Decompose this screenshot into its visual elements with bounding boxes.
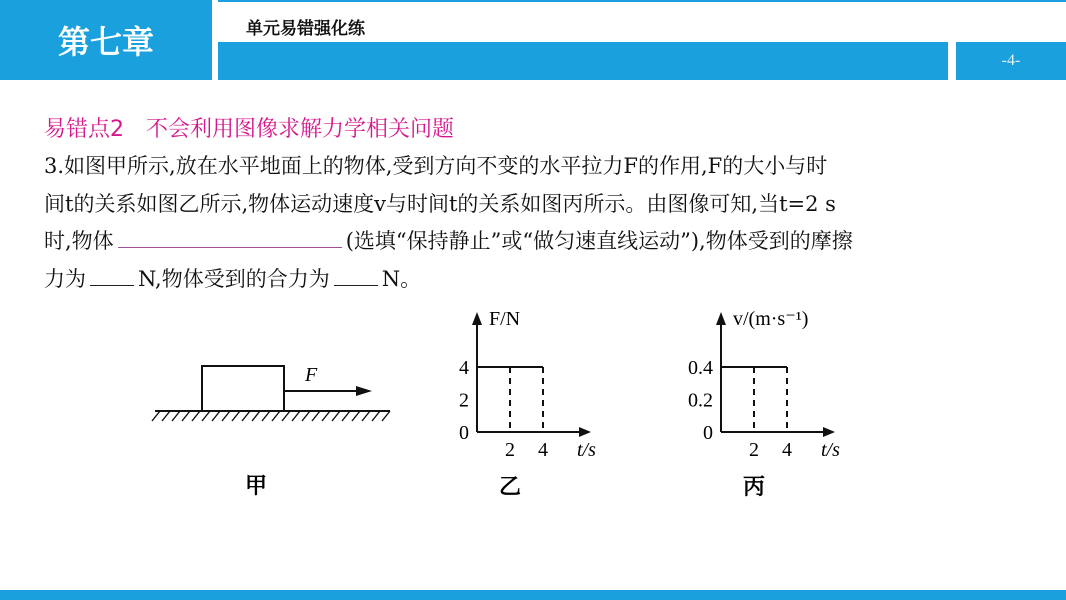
- x-axis-arrow: [823, 427, 835, 437]
- y-tick-label: 0: [459, 422, 469, 444]
- answer-blank-friction[interactable]: [90, 267, 134, 286]
- y-tick-label: 4: [459, 357, 469, 379]
- page-number: -4-: [956, 42, 1066, 80]
- x-tick-label: 2: [749, 439, 759, 461]
- y-tick-label: 2: [459, 389, 469, 412]
- question-text: [44, 148, 1044, 298]
- x-axis-label: t/s: [577, 439, 596, 461]
- question-line-3-prefix: 时,物体: [44, 229, 114, 253]
- chapter-label: 第七章: [0, 0, 212, 80]
- caption-jia: 甲: [244, 473, 268, 498]
- question-line-4: [44, 261, 1044, 299]
- question-line-4-middle: N,物体受到的合力为: [138, 266, 330, 291]
- question-line-4-suffix: N。: [381, 266, 422, 291]
- question-line-2: 间t的关系如图乙所示,物体运动速度v与时间t的关系如图丙所示。由图像可知,当t=2 s: [44, 191, 836, 216]
- section-title: 单元易错强化练: [246, 19, 365, 39]
- x-tick-label: 2: [505, 439, 515, 461]
- block: [202, 366, 284, 411]
- x-tick-label: 4: [782, 439, 792, 461]
- x-tick-label: 4: [538, 439, 548, 461]
- y-axis-label: F/N: [489, 308, 521, 330]
- figure-caption: 丙: [742, 474, 766, 499]
- figure-jia: [150, 355, 400, 505]
- y-tick-label: 0: [703, 422, 713, 444]
- y-tick-label: 0.4: [688, 357, 713, 379]
- x-axis-arrow: [579, 427, 591, 437]
- footer-bar: [0, 590, 1066, 600]
- y-axis-label: v/(m·s⁻¹): [733, 308, 809, 330]
- chart-bing: [688, 308, 840, 499]
- figure-yi: [445, 305, 625, 505]
- figure-caption: 乙: [498, 474, 522, 499]
- header-bar: [218, 42, 948, 80]
- question-line-1: 3.如图甲所示,放在水平地面上的物体,受到方向不变的水平拉力F的作用,F的大小与时: [44, 154, 828, 178]
- question-line-3: [44, 223, 1044, 261]
- y-tick-label: 0.2: [688, 389, 713, 412]
- ground-hatching: [152, 411, 390, 421]
- answer-blank-net-force[interactable]: [334, 267, 378, 286]
- y-axis-arrow: [472, 312, 482, 325]
- answer-blank-state[interactable]: [118, 229, 342, 248]
- chart-yi: [459, 308, 596, 499]
- topic-heading: 易错点2 不会利用图像求解力学相关问题: [44, 117, 454, 142]
- question-line-4-prefix: 力为: [44, 266, 86, 291]
- x-axis-label: t/s: [821, 439, 840, 461]
- question-line-3-suffix: (选填“保持静止”或“做匀速直线运动”),物体受到的摩擦: [345, 229, 853, 253]
- force-label: F: [305, 364, 318, 386]
- header-top-strip: [218, 0, 1066, 2]
- force-arrow-head: [356, 386, 372, 396]
- y-axis-arrow: [716, 312, 726, 325]
- figure-bing: [675, 305, 865, 505]
